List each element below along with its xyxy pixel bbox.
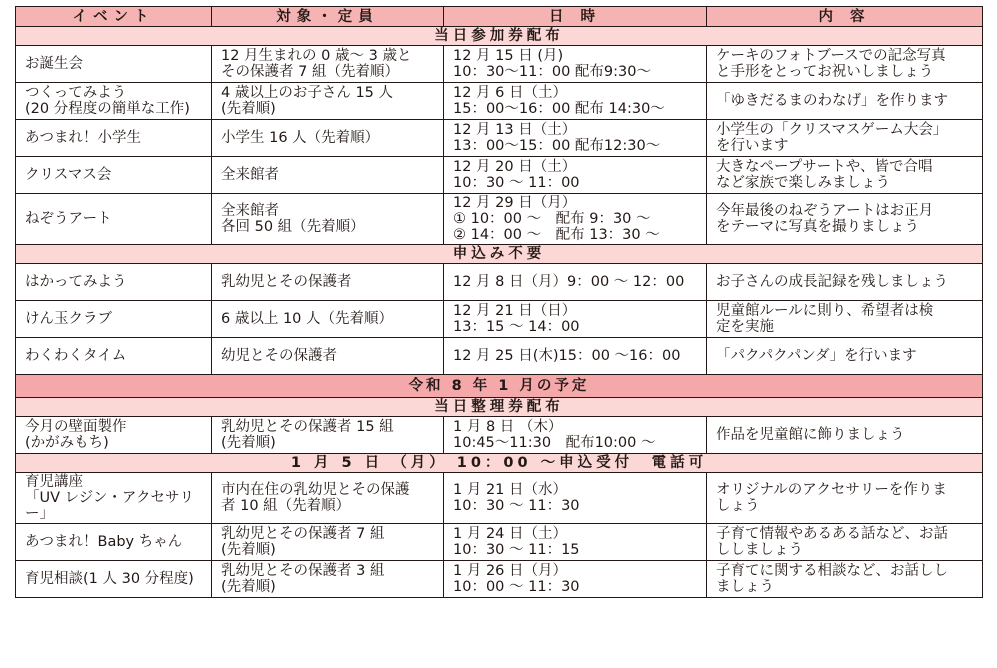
target-cell: 市内在住の乳幼児とその保護 者 10 組（先着順） <box>212 473 444 524</box>
event-cell: 今月の壁面製作 (かがみもち) <box>16 417 212 454</box>
target-cell: 乳幼児とその保護者 15 組 (先着順) <box>212 417 444 454</box>
table-row <box>16 46 983 83</box>
datetime-cell: 12 月 20 日（土） 10：30 ～ 11：00 <box>444 157 707 194</box>
event-cell: はかってみよう <box>16 264 212 301</box>
event-cell: あつまれ！小学生 <box>16 120 212 157</box>
datetime-cell: 12 月 8 日（月）9：00 ～ 12：00 <box>444 264 707 301</box>
target-cell: 乳幼児とその保護者 3 組 (先着順) <box>212 561 444 598</box>
table-row <box>16 301 983 338</box>
datetime-cell: 12 月 13 日（土） 13：00～15：00 配布12:30～ <box>444 120 707 157</box>
section-row <box>16 454 983 473</box>
table-row <box>16 194 983 245</box>
section-row <box>16 245 983 264</box>
table-row <box>16 524 983 561</box>
section-row <box>16 398 983 417</box>
header-row <box>16 7 983 27</box>
section-title: 当日整理券配布 <box>16 398 983 417</box>
datetime-cell: 1 月 8 日 （木） 10:45～11:30 配布10:00 ～ <box>444 417 707 454</box>
month-title-row <box>16 375 983 398</box>
datetime-cell: 1 月 26 日（月） 10：00 ～ 11：30 <box>444 561 707 598</box>
event-cell: けん玉クラブ <box>16 301 212 338</box>
target-cell: 6 歳以上 10 人（先着順） <box>212 301 444 338</box>
content-cell: お子さんの成長記録を残しましょう <box>707 264 983 301</box>
datetime-cell: 12 月 21 日（日） 13：15 ～ 14：00 <box>444 301 707 338</box>
datetime-cell: 12 月 6 日（土） 15：00～16：00 配布 14:30～ <box>444 83 707 120</box>
event-cell: 育児講座 「UV レジン・アクセサリー」 <box>16 473 212 524</box>
event-cell: あつまれ！Baby ちゃん <box>16 524 212 561</box>
section-title: 当日参加券配布 <box>16 27 983 46</box>
event-cell: ねぞうアート <box>16 194 212 245</box>
event-cell: つくってみよう (20 分程度の簡単な工作) <box>16 83 212 120</box>
content-cell: 「ゆきだるまのわなげ」を作ります <box>707 83 983 120</box>
target-cell: 12 月生まれの 0 歳～ 3 歳と その保護者 7 組（先着順） <box>212 46 444 83</box>
datetime-cell: 12 月 15 日 (月) 10：30～11：00 配布9:30～ <box>444 46 707 83</box>
content-cell: 子育て情報やあるある話など、お話 ししましょう <box>707 524 983 561</box>
table-row <box>16 338 983 375</box>
table-row <box>16 417 983 454</box>
target-cell: 全来館者 各回 50 組（先着順） <box>212 194 444 245</box>
datetime-cell: 1 月 24 日（土） 10：30 ～ 11：15 <box>444 524 707 561</box>
event-cell: わくわくタイム <box>16 338 212 375</box>
target-cell: 乳幼児とその保護者 7 組 (先着順) <box>212 524 444 561</box>
content-cell: 大きなペープサートや、皆で合唱 など家族で楽しみましょう <box>707 157 983 194</box>
datetime-cell: 12 月 25 日(木)15：00 ～16：00 <box>444 338 707 375</box>
datetime-cell: 1 月 21 日（水） 10：30 ～ 11：30 <box>444 473 707 524</box>
table-row <box>16 473 983 524</box>
content-cell: 「パクパクパンダ」を行います <box>707 338 983 375</box>
content-cell: 児童館ルールに則り、希望者は検 定を実施 <box>707 301 983 338</box>
target-cell: 幼児とその保護者 <box>212 338 444 375</box>
target-cell: 4 歳以上のお子さん 15 人 (先着順) <box>212 83 444 120</box>
content-cell: オリジナルのアクセサリーを作りま しょう <box>707 473 983 524</box>
table-row <box>16 157 983 194</box>
content-cell: 今年最後のねぞうアートはお正月 をテーマに写真を撮りましょう <box>707 194 983 245</box>
table-row <box>16 83 983 120</box>
table-row <box>16 561 983 598</box>
table-row <box>16 264 983 301</box>
section-row <box>16 27 983 46</box>
event-cell: お誕生会 <box>16 46 212 83</box>
target-cell: 乳幼児とその保護者 <box>212 264 444 301</box>
target-cell: 全来館者 <box>212 157 444 194</box>
section-title: 1 月 5 日 （月） 10：00 ～申込受付 電話可 <box>16 454 983 473</box>
content-cell: 小学生の「クリスマスゲーム大会」 を行います <box>707 120 983 157</box>
event-cell: 育児相談(1 人 30 分程度) <box>16 561 212 598</box>
header-datetime: 日 時 <box>444 7 707 27</box>
target-cell: 小学生 16 人（先着順） <box>212 120 444 157</box>
section-title: 申込み不要 <box>16 245 983 264</box>
content-cell: ケーキのフォトブースでの記念写真 と手形をとってお祝いしましょう <box>707 46 983 83</box>
header-target: 対象・定員 <box>212 7 444 27</box>
header-content: 内 容 <box>707 7 983 27</box>
header-event: イベント <box>16 7 212 27</box>
january-title: 令和 8 年 1 月の予定 <box>16 375 983 398</box>
event-schedule-table <box>15 6 983 598</box>
datetime-cell: 12 月 29 日（月） ① 10：00 ～ 配布 9：30 ～ ② 14：00 ～ 配布 13：30 ～ <box>444 194 707 245</box>
event-cell: クリスマス会 <box>16 157 212 194</box>
table-row <box>16 120 983 157</box>
content-cell: 子育てに関する相談など、お話しし ましょう <box>707 561 983 598</box>
content-cell: 作品を児童館に飾りましょう <box>707 417 983 454</box>
